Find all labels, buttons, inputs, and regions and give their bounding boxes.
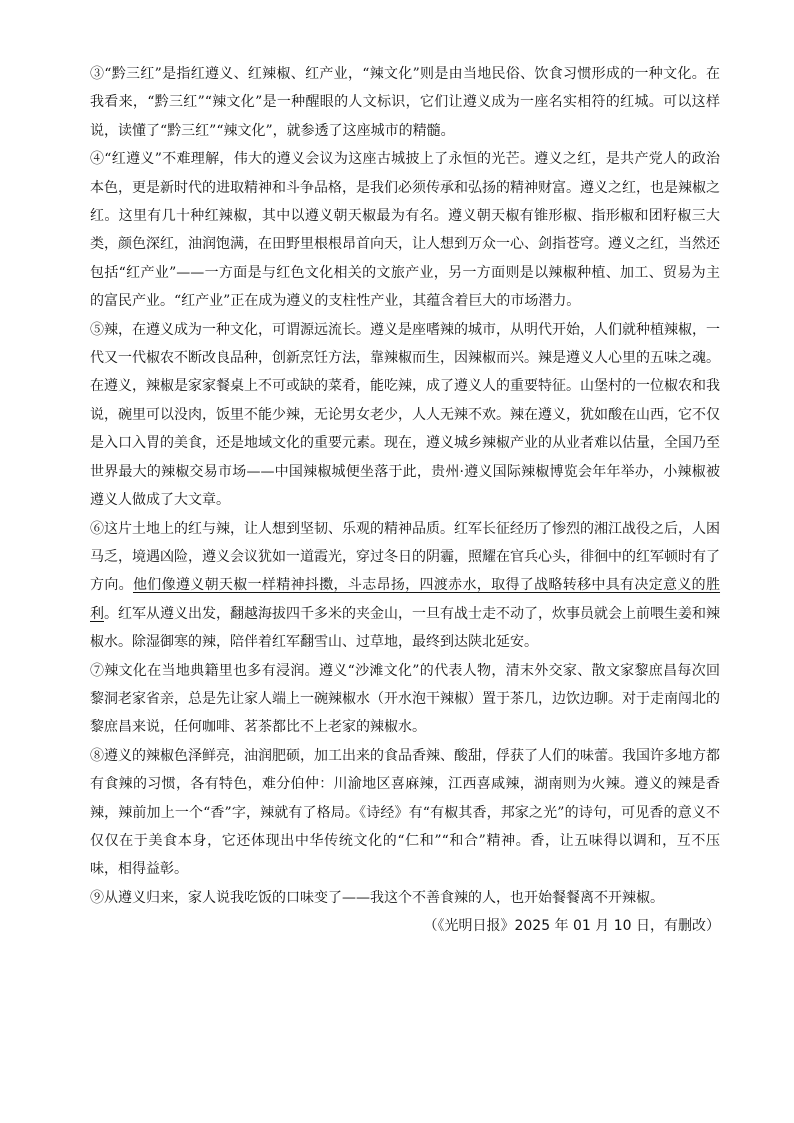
paragraph-8: ⑧遵义的辣椒色泽鲜亮，油润肥硕，加工出来的食品香辣、酸甜，俘获了人们的味蕾。我国许多地方都有食辣的习惯，各有特色，难分伯仲：川渝地区喜麻辣，江西喜咸辣，湖南则为火辣。遵义的辣是香辣，辣前加上一个“香”字，辣就有了格局。《诗经》有“有椒其香，邦家之光”的诗句，可见香的意义不仅仅在于美食本身，它还体现出中华传统文化的“仁和”“和合”精神。香，让五味得以调和，互不压味，相得益彰。 — [90, 747, 720, 878]
paragraph-9: ⑨从遵义归来，家人说我吃饭的口味变了——我这个不善食辣的人，也开始餐餐离不开辣椒。 — [90, 889, 664, 906]
paragraph-7: ⑦辣文化在当地典籍里也多有浸润。遵义“沙滩文化”的代表人物，清末外交家、散文家黎庶昌每次回黎洞老家省亲，总是先让家人端上一碗辣椒水（开水泡干辣椒）置于茶几，边饮边聊。对于走南闯北的黎庶昌来说，任何咖啡、茗茶都比不上老家的辣椒水。 — [90, 662, 720, 736]
article-body — [90, 60, 720, 941]
paragraph-4: ④“红遵义”不难理解，伟大的遵义会议为这座古城披上了永恒的光芒。遵义之红，是共产党人的政治本色，更是新时代的进取精神和斗争品格，是我们必须传承和弘扬的精神财富。遵义之红，也是辣椒之红。这里有几十种红辣椒，其中以遵义朝天椒最为有名。遵义朝天椒有锥形椒、指形椒和团籽椒三大类，颜色深红，油润饱满，在田野里根根昂首向天，让人想到万众一心、剑指苍穹。遵义之红，当然还包括“红产业”——一方面是与红色文化相关的文旅产业，另一方面则是以辣椒种植、加工、贸易为主的富民产业。“红产业”正在成为遵义的支柱性产业，其蕴含着巨大的市场潜力。 — [90, 151, 720, 310]
paragraph-3: ③“黔三红”是指红遵义、红辣椒、红产业，“辣文化”则是由当地民俗、饮食习惯形成的一种文化。在我看来，“黔三红”“辣文化”是一种醒眼的人文标识，它们让遵义成为一座名实相符的红城。可以这样说，读懂了“黔三红”“辣文化”，就参透了这座城市的精髓。 — [90, 66, 720, 139]
paragraph-6 — [90, 515, 720, 657]
paragraph-6-underlined-sentence: 他们像遵义朝天椒一样精神抖擞，斗志昂扬，四渡赤水，取得了战略转移中具有决定意义的胜利 — [90, 577, 721, 622]
paragraph-5: ⑤辣，在遵义成为一种文化，可谓源远流长。遵义是座嗜辣的城市，从明代开始，人们就种植辣椒，一代又一代椒农不断改良品种，创新烹饪方法，靠辣椒而生，因辣椒而兴。辣是遵义人心里的五味之魂。在遵义，辣椒是家家餐桌上不可或缺的菜肴，能吃辣，成了遵义人的重要特征。山堡村的一位椒农和我说，碗里可以没肉，饭里不能少辣，无论男女老少，人人无辣不欢。辣在遵义，犹如酸在山西，它不仅是入口入胃的美食，还是地域文化的重要元素。现在，遵义城乡辣椒产业的从业者难以估量，全国乃至世界最大的辣椒交易市场——中国辣椒城便坐落于此，贵州·遵义国际辣椒博览会年年举办，小辣椒被遵义人做成了大文章。 — [90, 321, 720, 509]
paragraph-6-text-before: ⑥这片土地上的红与辣，让人想到坚韧、乐观的精神品质。红军长征经历了惨烈的湘江战役之后，人困马乏，境遇凶险，遵义会议犹如一道霞光，穿过冬日的阴霾，照耀在官兵心头，徘徊中的红军顿时有了方向。 — [90, 520, 720, 594]
paragraph-6-text-after: 。红军从遵义出发，翻越海拔四千多米的夹金山，一旦有战士走不动了，炊事员就会上前喂生姜和辣椒水。除湿御寒的辣，陪伴着红军翻雪山、过草地，最终到达陕北延安。 — [90, 605, 720, 651]
source-citation: （《光明日报》2025 年 01 月 10 日，有删改） — [423, 918, 720, 935]
